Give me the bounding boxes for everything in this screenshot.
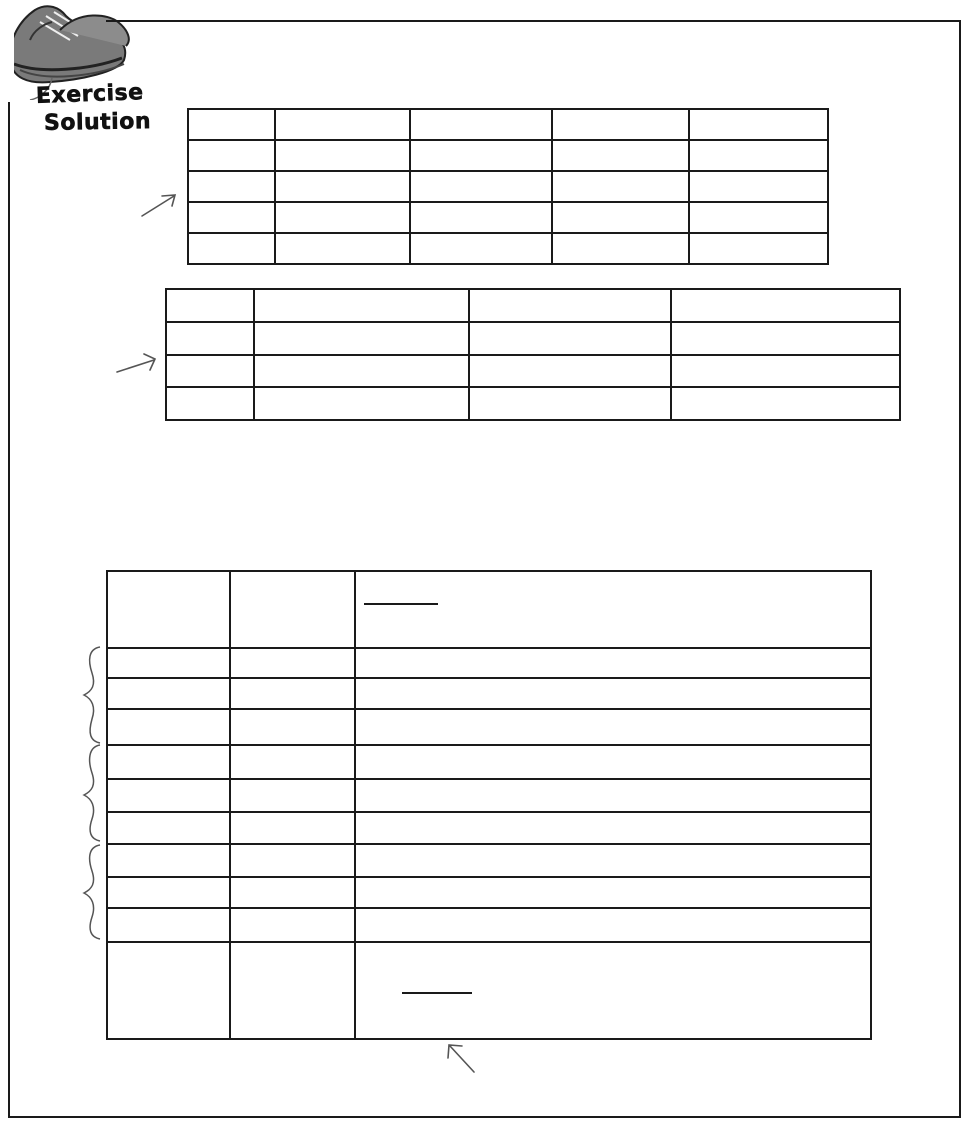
table-cell [230, 678, 356, 708]
table-cell [230, 908, 356, 941]
table-cell [188, 233, 275, 264]
table-cell [107, 942, 230, 1039]
table-cell [188, 171, 275, 202]
table-cell [275, 109, 411, 140]
table-row [107, 908, 871, 941]
table-cell [230, 779, 356, 812]
table-row [166, 289, 900, 322]
table-row [107, 678, 871, 708]
table-row [107, 648, 871, 678]
table-cell [254, 322, 469, 355]
table-row [188, 171, 828, 202]
table-cell [410, 109, 552, 140]
table-row [166, 387, 900, 420]
table-cell [188, 140, 275, 171]
table-cell [355, 844, 871, 877]
table-cell [689, 202, 828, 233]
table-cell [230, 812, 356, 844]
table-footer-row [107, 942, 871, 1039]
table-row [107, 877, 871, 908]
table-cell [410, 140, 552, 171]
table-cell [689, 109, 828, 140]
table-cell [107, 709, 230, 745]
table-cell [107, 812, 230, 844]
table-cell [355, 908, 871, 941]
table-cell [166, 322, 254, 355]
table-cell [275, 233, 411, 264]
table-middle [165, 288, 901, 421]
table-cell [355, 678, 871, 708]
table-row [107, 709, 871, 745]
page-frame-top [106, 20, 961, 22]
table-cell [469, 387, 670, 420]
table-cell [552, 202, 690, 233]
table-cell [230, 571, 356, 648]
table-top [187, 108, 829, 265]
table-cell [552, 233, 690, 264]
table-cell [254, 387, 469, 420]
table-cell [188, 202, 275, 233]
frame-gap [0, 20, 14, 102]
table-cell [671, 387, 900, 420]
table-cell [552, 171, 690, 202]
table-cell [107, 779, 230, 812]
table-cell [469, 289, 670, 322]
table-row [107, 779, 871, 812]
table-cell [355, 745, 871, 779]
table-cell [355, 709, 871, 745]
table-row [188, 233, 828, 264]
table-cell [230, 942, 356, 1039]
table-cell [166, 355, 254, 388]
table-cell [355, 571, 871, 648]
table-row [166, 355, 900, 388]
table-header-row [107, 571, 871, 648]
table-cell [552, 109, 690, 140]
table-row [188, 109, 828, 140]
table-cell [469, 322, 670, 355]
table-cell [671, 289, 900, 322]
table-cell [107, 908, 230, 941]
table-cell [107, 844, 230, 877]
badge-line-1: Exercise [35, 80, 144, 109]
table-cell [107, 745, 230, 779]
table-row [188, 202, 828, 233]
table-cell [689, 233, 828, 264]
table-cell [230, 648, 356, 678]
table-bottom [106, 570, 872, 1040]
table-cell [107, 678, 230, 708]
table-cell [107, 648, 230, 678]
table-cell [107, 571, 230, 648]
table-cell [410, 202, 552, 233]
table-cell [355, 812, 871, 844]
table-cell [410, 233, 552, 264]
table-cell [254, 289, 469, 322]
table-row [107, 844, 871, 877]
table-cell [107, 877, 230, 908]
table-cell [671, 355, 900, 388]
table-cell [275, 202, 411, 233]
table-cell [355, 648, 871, 678]
table-cell [254, 355, 469, 388]
table-cell [188, 109, 275, 140]
table-cell [355, 877, 871, 908]
table-cell [275, 171, 411, 202]
blank-underline [364, 603, 438, 605]
table-row [107, 745, 871, 779]
table-cell [230, 745, 356, 779]
arrow-icon [114, 348, 160, 378]
table-cell [689, 140, 828, 171]
table-row [107, 812, 871, 844]
table-cell [275, 140, 411, 171]
arrow-icon [138, 190, 182, 220]
table-cell [230, 709, 356, 745]
arrow-up-icon [440, 1038, 480, 1078]
table-cell [230, 877, 356, 908]
table-cell [166, 289, 254, 322]
table-cell [355, 779, 871, 812]
table-cell [552, 140, 690, 171]
blank-underline [402, 992, 472, 994]
brace-icon [78, 645, 104, 940]
table-cell [469, 355, 670, 388]
table-cell [355, 942, 871, 1039]
table-cell [671, 322, 900, 355]
table-cell [689, 171, 828, 202]
table-row [188, 140, 828, 171]
table-row [166, 322, 900, 355]
table-cell [230, 844, 356, 877]
table-cell [410, 171, 552, 202]
badge-line-2: Solution [43, 109, 152, 136]
table-cell [166, 387, 254, 420]
